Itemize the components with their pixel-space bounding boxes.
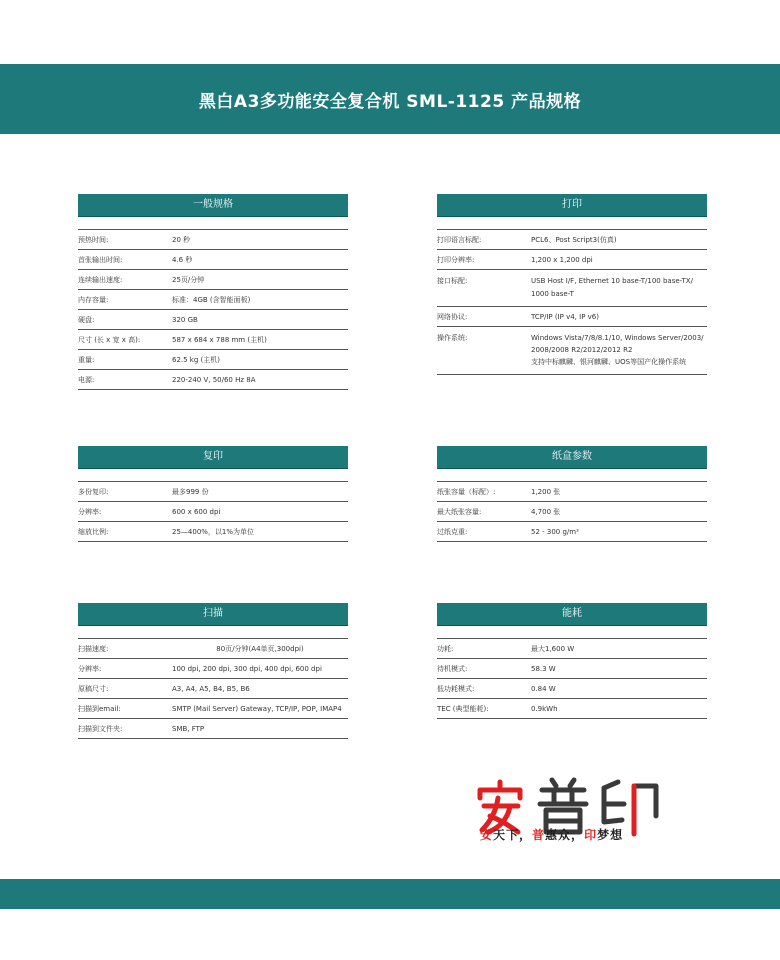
spec-key: 低功耗模式: bbox=[437, 685, 475, 693]
spec-value: 20 秒 bbox=[172, 236, 191, 244]
spec-value: 62.5 kg (主机) bbox=[172, 356, 220, 364]
power-header: 能耗 bbox=[437, 603, 707, 626]
spec-key: 网络协议: bbox=[437, 313, 468, 321]
spec-row bbox=[437, 699, 707, 719]
tray-header: 纸盒参数 bbox=[437, 446, 707, 469]
spec-row bbox=[78, 482, 348, 502]
spec-key: 功耗: bbox=[437, 645, 454, 653]
spec-value-line: Windows Vista/7/8/8.1/10, Windows Server/2003/ bbox=[531, 334, 704, 342]
spec-row bbox=[437, 659, 707, 679]
spec-key: 首张输出时间: bbox=[78, 256, 123, 264]
spec-key: 过纸克重: bbox=[437, 528, 468, 536]
spec-key: 分辨率: bbox=[78, 508, 102, 516]
spec-value: 100 dpi, 200 dpi, 300 dpi, 400 dpi, 600 dpi bbox=[172, 665, 322, 673]
slogan-part: 梦想 bbox=[597, 828, 624, 842]
copy-section bbox=[78, 446, 348, 542]
spec-value: 80页/分钟(A4单页,300dpi) bbox=[216, 645, 304, 653]
spec-row bbox=[78, 639, 348, 659]
spec-row bbox=[437, 522, 707, 542]
spec-value: 25—400%，以1%为单位 bbox=[172, 528, 255, 536]
spec-row bbox=[78, 330, 348, 350]
spec-row bbox=[437, 270, 707, 307]
spec-value-line: USB Host I/F, Ethernet 10 base-T/100 base-TX/ bbox=[531, 277, 693, 285]
scan-header: 扫描 bbox=[78, 603, 348, 626]
spec-row bbox=[78, 250, 348, 270]
spec-key: 接口标配: bbox=[437, 277, 468, 285]
spec-key: 最大纸张容量: bbox=[437, 508, 482, 516]
spec-key: 原稿尺寸: bbox=[78, 685, 109, 693]
print-table bbox=[437, 229, 707, 375]
slogan-part: 天下， bbox=[493, 828, 533, 842]
slogan-part: 印 bbox=[584, 828, 598, 842]
spec-value: 1,200 张 bbox=[531, 488, 561, 496]
spec-row bbox=[437, 230, 707, 250]
spec-row bbox=[78, 230, 348, 250]
spec-row bbox=[78, 270, 348, 290]
spec-row bbox=[78, 699, 348, 719]
spec-value: SMTP (Mail Server) Gateway, TCP/IP, POP, IMAP4 bbox=[172, 705, 342, 713]
spec-value: 587 x 684 x 788 mm (主机) bbox=[172, 336, 267, 344]
tray-table bbox=[437, 481, 707, 542]
spec-value: 58.3 W bbox=[531, 665, 556, 673]
slogan-part: 安 bbox=[480, 828, 494, 842]
spec-key: 硬盘: bbox=[78, 316, 95, 324]
spec-key: 扫描速度: bbox=[78, 645, 109, 653]
tray-section bbox=[437, 446, 707, 542]
spec-row bbox=[437, 639, 707, 659]
general-specs-table bbox=[78, 229, 348, 390]
scan-table bbox=[78, 638, 348, 739]
spec-row bbox=[78, 290, 348, 310]
spec-value-line: 支持中标麒麟、银河麒麟、UOS等国产化操作系统 bbox=[531, 358, 687, 366]
spec-key: 待机模式: bbox=[437, 665, 468, 673]
spec-row bbox=[437, 307, 707, 327]
spec-key: 预热时间: bbox=[78, 236, 109, 244]
spec-value: 52 - 300 g/m² bbox=[531, 528, 579, 536]
spec-value: TCP/IP (IP v4, IP v6) bbox=[531, 313, 599, 321]
spec-row bbox=[437, 679, 707, 699]
spec-value: 0.9kWh bbox=[531, 705, 558, 713]
spec-value-line: 1000 base-T bbox=[531, 290, 574, 298]
spec-row bbox=[78, 679, 348, 699]
spec-value: PCL6、Post Script3(仿真) bbox=[531, 236, 617, 244]
spec-value: 220-240 V, 50/60 Hz 8A bbox=[172, 376, 256, 384]
spec-value: 4,700 张 bbox=[531, 508, 561, 516]
title-band bbox=[0, 64, 780, 134]
slogan-part: 普 bbox=[532, 828, 546, 842]
spec-value: 最大1,600 W bbox=[531, 645, 575, 653]
spec-value: 4.6 秒 bbox=[172, 256, 193, 264]
slogan-part: 惠众， bbox=[545, 828, 585, 842]
spec-value: 1,200 x 1,200 dpi bbox=[531, 256, 593, 264]
spec-row bbox=[437, 250, 707, 270]
spec-key: 扫描到文件夹: bbox=[78, 725, 123, 733]
spec-value: 最多999 份 bbox=[172, 488, 209, 496]
spec-key: 电源: bbox=[78, 376, 95, 384]
spec-key: 重量: bbox=[78, 356, 95, 364]
general-specs-header: 一般规格 bbox=[78, 194, 348, 217]
spec-value: SMB, FTP bbox=[172, 725, 205, 733]
spec-row bbox=[78, 719, 348, 739]
spec-value-line: 2008/2008 R2/2012/2012 R2 bbox=[531, 346, 633, 354]
spec-value: A3, A4, A5, B4, B5, B6 bbox=[172, 685, 250, 693]
spec-key: 纸张容量（标配）: bbox=[437, 488, 496, 496]
spec-row bbox=[437, 327, 707, 375]
spec-value: 600 x 600 dpi bbox=[172, 508, 221, 516]
spec-row bbox=[437, 502, 707, 522]
spec-key: 尺寸 (长 x 宽 x 高): bbox=[78, 336, 141, 344]
print-section bbox=[437, 194, 707, 375]
spec-value: 25页/分钟 bbox=[172, 276, 205, 284]
general-specs-section bbox=[78, 194, 348, 390]
spec-value bbox=[531, 276, 707, 299]
spec-row bbox=[78, 310, 348, 330]
brand-slogan bbox=[480, 826, 670, 843]
spec-value: 0.84 W bbox=[531, 685, 556, 693]
copy-header: 复印 bbox=[78, 446, 348, 469]
spec-row bbox=[437, 482, 707, 502]
spec-key: 操作系统: bbox=[437, 334, 468, 342]
spec-value bbox=[531, 333, 707, 367]
spec-key: 多份复印: bbox=[78, 488, 109, 496]
spec-row bbox=[78, 659, 348, 679]
spec-key: 扫描到email: bbox=[78, 705, 121, 713]
spec-row bbox=[78, 502, 348, 522]
spec-value: 标准：4GB (含智能面板) bbox=[172, 296, 251, 304]
spec-key: 缩放比例: bbox=[78, 528, 109, 536]
spec-key: 内存容量: bbox=[78, 296, 109, 304]
power-table bbox=[437, 638, 707, 719]
footer-band bbox=[0, 879, 780, 909]
spec-row bbox=[78, 370, 348, 390]
spec-row bbox=[78, 522, 348, 542]
spec-key: 分辨率: bbox=[78, 665, 102, 673]
spec-key: 连续输出速度: bbox=[78, 276, 123, 284]
spec-key: TEC (典型能耗): bbox=[437, 705, 489, 713]
scan-section bbox=[78, 603, 348, 739]
spec-row bbox=[78, 350, 348, 370]
spec-value: 320 GB bbox=[172, 316, 198, 324]
copy-table bbox=[78, 481, 348, 542]
spec-key: 打印分辨率: bbox=[437, 256, 475, 264]
power-section bbox=[437, 603, 707, 719]
page-title: 黑白A3多功能安全复合机 SML-1125 产品规格 bbox=[198, 91, 582, 112]
print-header: 打印 bbox=[437, 194, 707, 217]
spec-key: 打印语言标配: bbox=[437, 236, 482, 244]
